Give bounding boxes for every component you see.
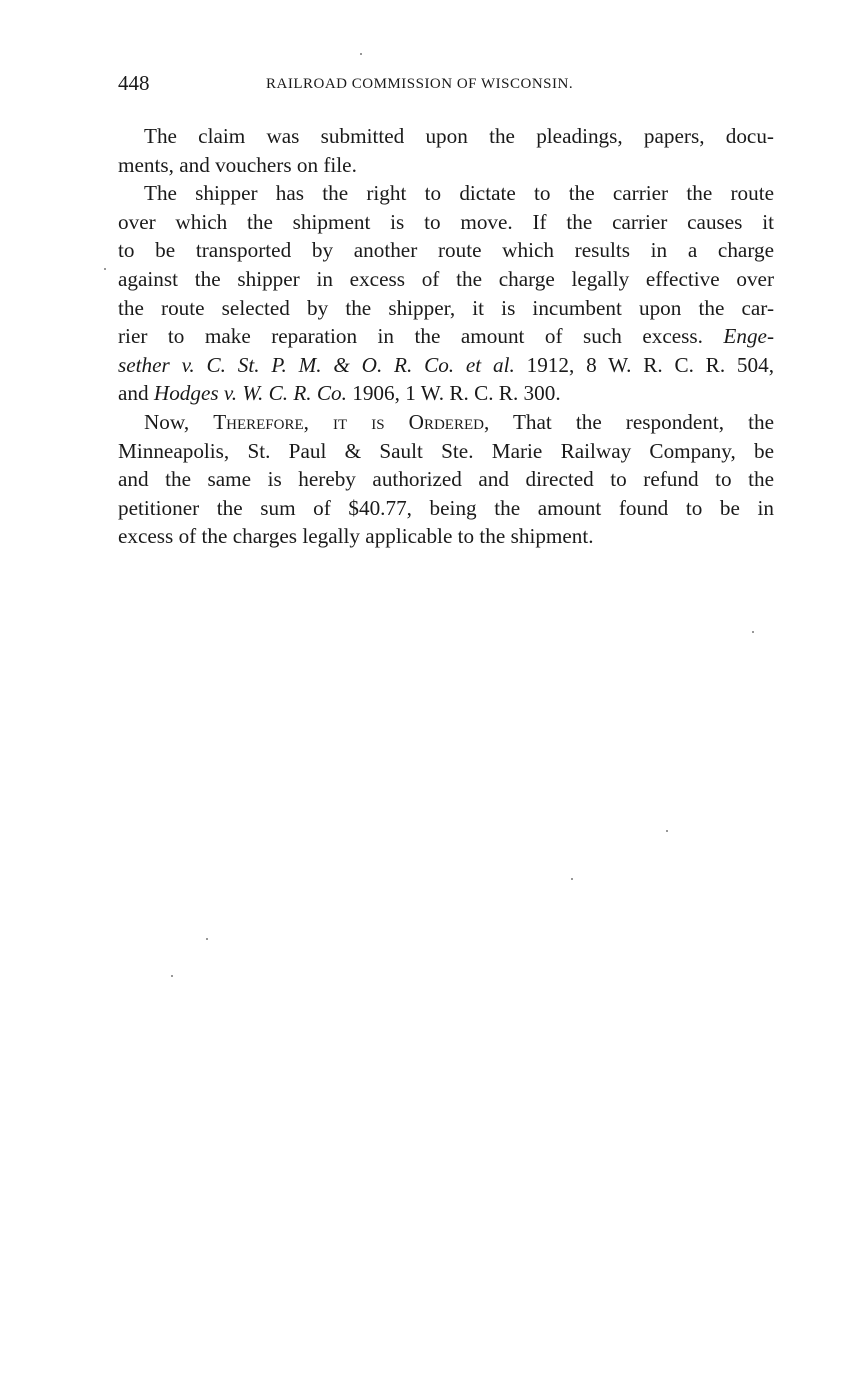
text-line: to be transported by another route which results in a charge	[118, 238, 774, 263]
scan-speck	[104, 268, 106, 270]
text-line	[118, 379, 774, 408]
case-citation: Enge-	[723, 324, 775, 349]
text-line: Minneapolis, St. Paul & Sault Ste. Marie Railway Company, be	[118, 438, 774, 463]
text-segment: rier to make reparation in the amount of such excess.	[118, 324, 703, 349]
text-line: petitioner the sum of $40.77, being the amount found to be in	[118, 495, 774, 520]
paragraph-order	[118, 408, 774, 551]
order-lead-now: Now,	[144, 409, 190, 434]
page-header	[118, 70, 774, 96]
scan-speck	[666, 830, 668, 832]
citation-reference: 1906, 1 W. R. C. R. 300.	[352, 381, 561, 406]
text-line: The claim was submitted upon the pleadings, papers, docu-	[144, 124, 774, 148]
page-number: 448	[118, 71, 150, 95]
case-citation: Hodges v. W. C. R. Co.	[153, 381, 347, 406]
scan-speck	[171, 975, 173, 977]
paragraph-claim-submitted	[118, 122, 774, 179]
scan-speck	[360, 53, 362, 55]
text-line	[118, 408, 774, 437]
text-line	[118, 322, 774, 351]
order-lead-it-is: it is	[333, 409, 385, 434]
paragraph-shipper-right	[118, 179, 774, 408]
text-line: and the same is hereby authorized and directed to refund to the	[118, 467, 774, 492]
scan-speck	[752, 631, 754, 633]
text-line: excess of the charges legally applicable to the shipment.	[118, 524, 594, 549]
scan-speck	[206, 938, 208, 940]
running-head: RAILROAD COMMISSION OF WISCONSIN.	[266, 76, 574, 92]
text-line	[118, 351, 774, 380]
citation-reference: 1912, 8 W. R. C. R. 504,	[526, 352, 774, 377]
body-text	[118, 122, 774, 551]
scan-speck	[571, 878, 573, 880]
order-lead-ordered: Ordered,	[408, 409, 490, 434]
text-line: over which the shipment is to move. If the carrier causes it	[118, 209, 774, 234]
text-line: the route selected by the shipper, it is incumbent upon the car-	[118, 295, 774, 320]
text-segment: That the respondent, the	[512, 409, 775, 434]
order-lead-therefore: Therefore,	[213, 409, 309, 434]
case-citation: sether v. C. St. P. M. & O. R. Co. et al.	[118, 352, 515, 377]
text-line: The shipper has the right to dictate to the carrier the route	[144, 181, 774, 206]
text-line: ments, and vouchers on file.	[118, 152, 357, 177]
text-segment: and	[118, 381, 149, 406]
text-line: against the shipper in excess of the charge legally effective over	[118, 266, 774, 291]
